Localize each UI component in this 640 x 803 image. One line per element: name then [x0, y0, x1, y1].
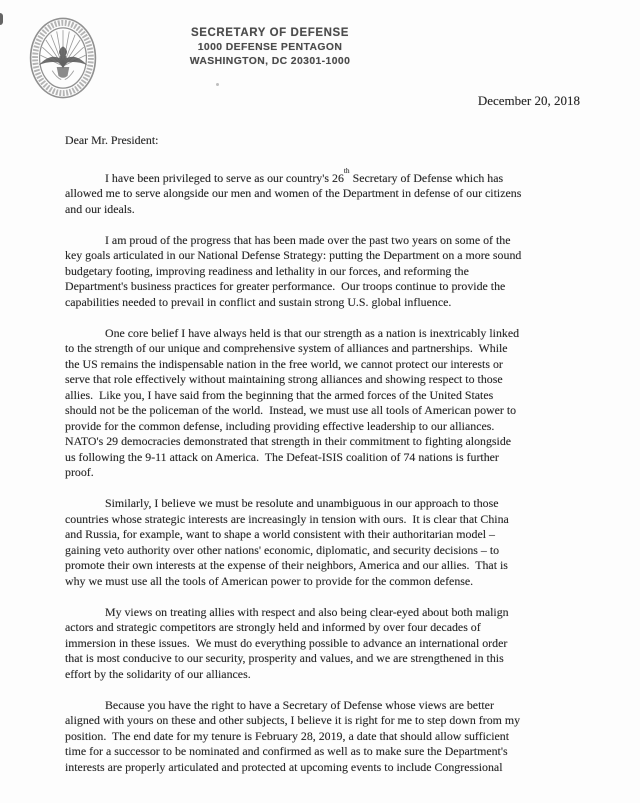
letterhead-address-line-2: WASHINGTON, DC 20301-1000 — [189, 56, 351, 67]
letter-line: immersion in these issues. We must do everything possible to advance an international order — [65, 635, 508, 650]
letterhead-address-line-1: 1000 DEFENSE PENTAGON — [197, 42, 343, 53]
letter-body — [65, 133, 625, 775]
letter-line: effort by the solidarity of our alliances. — [65, 666, 251, 681]
letter-paragraph — [65, 166, 625, 218]
letter-line: provide for the common defense, including providing effective leadership to our alliances. — [65, 418, 495, 433]
letter-line: the US remains the indispensable nation in the free world, we cannot protect our interests or — [65, 356, 503, 371]
letter-paragraph — [65, 605, 625, 683]
letter-line: One core belief I have always held is that our strength as a nation is inextricably linked — [105, 325, 520, 340]
letter-line: NATO's 29 democracies demonstrated that strength in their commitment to fighting alongside — [65, 434, 512, 448]
letter-line: capabilities needed to prevail in conflict and sustain strong U.S. global influence. — [65, 294, 452, 309]
letter-line: that is most conducive to our security, prosperity and values, and we are strengthened in this — [65, 651, 504, 665]
letter-line: Similarly, I believe we must be resolute and unambiguous in our approach to those — [105, 496, 499, 510]
letter-line: aligned with yours on these and other subjects, I believe it is right for me to step down from my — [65, 713, 521, 727]
letter-line: Department's business practices for greater performance. Our troops continue to provide the — [65, 279, 506, 293]
letter-line: promote their own interests at the expense of their neighbors, America and our allies. That is — [65, 558, 508, 572]
letter-line: and Russia, for example, want to shape a world consistent with their authoritarian model – — [65, 527, 495, 541]
letter-paragraph — [65, 233, 625, 311]
letter-line: allowed me to serve alongside our men and women of the Department in defense of our citizens — [65, 186, 522, 200]
letter-line: us following the 9-11 attack on America. The Defeat-ISIS coalition of 74 nations is further — [65, 449, 499, 464]
letter-paragraph — [65, 496, 625, 589]
letter-line: I have been privileged to serve as our country's 26th Secretary of Defense which has — [105, 166, 504, 185]
paragraphs-container — [65, 166, 625, 776]
letter-line: time for a successor to be nominated and confirmed as well as to make sure the Department's — [65, 744, 508, 758]
letter-line: My views on treating allies with respect and also being clear-eyed about both malign — [105, 604, 509, 619]
letter-paragraph — [65, 326, 625, 481]
scan-artifact — [0, 13, 3, 25]
letter-line: gaining veto authority over other nations' economic, diplomatic, and security decisions – to — [65, 542, 500, 557]
letter-line: key goals articulated in our National Defense Strategy: putting the Department on a more sound — [65, 248, 522, 262]
letter-line: countries whose strategic interests are increasingly in tension with ours. It is clear that China — [65, 511, 509, 526]
letterhead — [70, 26, 470, 69]
letter-line: allies. Like you, I have said from the beginning that the armed forces of the United States — [65, 387, 494, 402]
letter-line: serve that role effectively without maintaining strong alliances and showing respect to those — [65, 372, 503, 386]
letter-line: interests are properly articulated and protected at upcoming events to include Congressional — [65, 759, 503, 774]
letter-date: December 20, 2018 — [477, 93, 580, 108]
letter-line: and our ideals. — [65, 201, 135, 216]
letter-line: proof. — [65, 465, 94, 479]
salutation: Dear Mr. President: — [65, 133, 159, 147]
letterhead-office: SECRETARY OF DEFENSE — [190, 27, 350, 39]
letter-line: budgetary footing, improving readiness and lethality in our forces, and reforming the — [65, 263, 469, 278]
letter-line: position. The end date for my tenure is February 28, 2019, a date that should allow sufficient — [65, 728, 510, 743]
letter-paragraph — [65, 698, 625, 776]
letter-line: I am proud of the progress that has been made over the past two years on some of the — [105, 232, 511, 247]
letter-line: actors and strategic competitors are strongly held and informed by over four decades of — [65, 620, 481, 634]
letter-line: why we must use all the tools of American power to provide for the common defense. — [65, 573, 474, 588]
letter-line: should not be the policeman of the world. Instead, we must use all tools of American power to — [65, 403, 517, 417]
letter-line: Because you have the right to have a Secretary of Defense whose views are better — [105, 697, 494, 712]
scan-artifact — [216, 83, 219, 86]
letter-line: to the strength of our unique and comprehensive system of alliances and partnerships. While — [65, 341, 508, 355]
